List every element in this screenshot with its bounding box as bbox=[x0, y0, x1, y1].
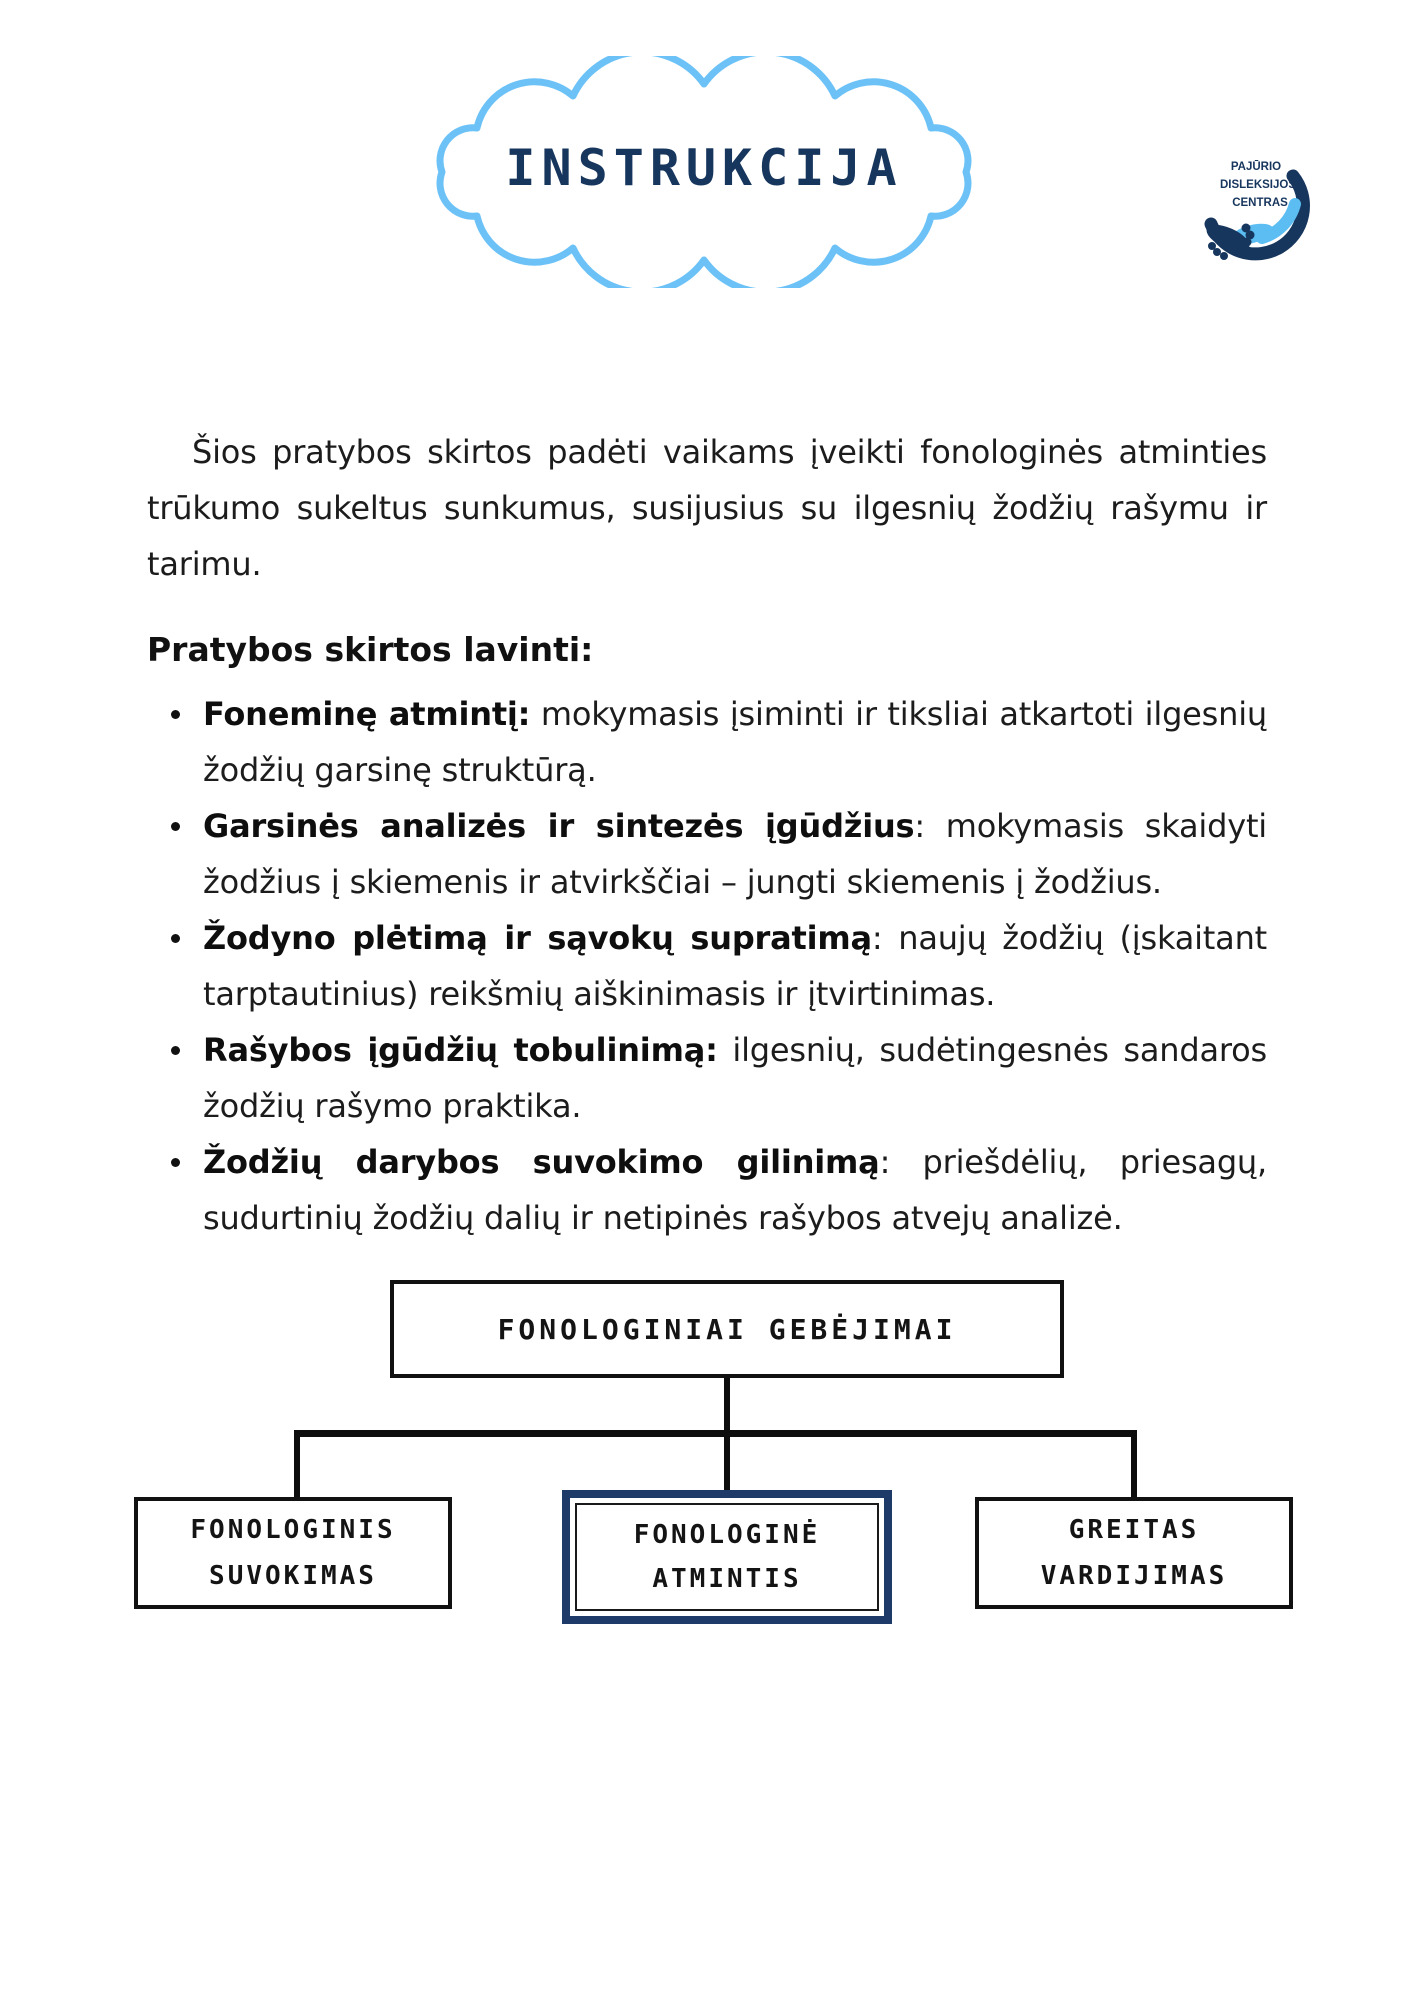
logo-knuckle bbox=[1220, 252, 1228, 260]
connector-line bbox=[1131, 1437, 1137, 1497]
list-item bbox=[147, 910, 1267, 1022]
item-text: : mokymasis skaidyti žodžius į skiemenis ir atvirkščiai – jungti skiemenis į žodžius. bbox=[203, 807, 1267, 901]
bullet-list bbox=[147, 686, 1267, 1246]
item-text: ilgesnių, sudėtingesnės sandaros žodžių rašymo praktika. bbox=[203, 1031, 1267, 1125]
node-label-line: ATMINTIS bbox=[652, 1564, 802, 1594]
node-label-line: FONOLOGINĖ bbox=[633, 1520, 821, 1550]
item-bold-label: Žodyno plėtimą ir sąvokų supratimą bbox=[203, 919, 872, 957]
logo-knuckle bbox=[1213, 248, 1221, 256]
title-cloud bbox=[408, 56, 1000, 288]
flowchart-node-fonologine-atmintis-highlight bbox=[562, 1490, 892, 1624]
node-label-line: GREITAS bbox=[1068, 1515, 1200, 1545]
flowchart-node-fonologine-atmintis bbox=[575, 1503, 879, 1611]
list-item bbox=[147, 1134, 1267, 1246]
shaking-hands-icon bbox=[1186, 124, 1310, 272]
node-label-line: VARDIJIMAS bbox=[1040, 1561, 1228, 1591]
flowchart-node-fonologinis-suvokimas bbox=[134, 1497, 452, 1609]
logo-text-line3: CENTRAS bbox=[1232, 197, 1288, 209]
logo-text-line1: PAJŪRIO bbox=[1230, 161, 1282, 173]
list-item bbox=[147, 798, 1267, 910]
connector-line bbox=[724, 1437, 730, 1490]
page-title: INSTRUKCIJA bbox=[505, 139, 903, 197]
document-body bbox=[147, 424, 1267, 1246]
logo-finger bbox=[1243, 238, 1252, 247]
logo-text-line2: DISLEKSIJOS bbox=[1219, 179, 1297, 191]
item-bold-label: Foneminę atmintį: bbox=[203, 695, 531, 733]
bullet-dot bbox=[171, 822, 180, 831]
list-item bbox=[147, 1022, 1267, 1134]
connector-line bbox=[724, 1378, 730, 1437]
item-bold-label: Garsinės analizės ir sintezės įgūdžius bbox=[203, 807, 915, 845]
center-logo bbox=[1186, 124, 1310, 272]
bullet-dot bbox=[171, 710, 180, 719]
flowchart bbox=[0, 1272, 1414, 1712]
node-label-line: SUVOKIMAS bbox=[209, 1561, 377, 1591]
list-heading: Pratybos skirtos lavinti: bbox=[147, 630, 594, 669]
connector-line bbox=[294, 1437, 300, 1497]
intro-paragraph: Šios pratybos skirtos padėti vaikams įveikti fonologinės atminties trūkumo sukeltus sunkumus, susijusius su ilgesnių žodžių rašymu ir tarimu. bbox=[147, 433, 1267, 583]
bullet-dot bbox=[171, 1046, 180, 1055]
item-bold-label: Rašybos įgūdžių tobulinimą: bbox=[203, 1031, 718, 1069]
bullet-dot bbox=[171, 1158, 180, 1167]
item-bold-label: Žodžių darybos suvokimo gilinimą bbox=[203, 1143, 880, 1181]
item-text: : naujų žodžių (įskaitant tarptautinius) reikšmių aiškinimasis ir įtvirtinimas. bbox=[203, 919, 1267, 1013]
connector-line bbox=[294, 1430, 1137, 1437]
item-text: : priešdėlių, priesagų, sudurtinių žodžių dalių ir netipinės rašybos atvejų analizė. bbox=[203, 1143, 1267, 1237]
flowchart-node-greitas-vardijimas bbox=[975, 1497, 1293, 1609]
bullet-dot bbox=[171, 934, 180, 943]
flowchart-root-node: FONOLOGINIAI GEBĖJIMAI bbox=[390, 1280, 1064, 1378]
item-text: mokymasis įsiminti ir tiksliai atkartoti ilgesnių žodžių garsinę struktūrą. bbox=[203, 695, 1267, 789]
node-label-line: FONOLOGINIS bbox=[190, 1515, 396, 1545]
list-item bbox=[147, 686, 1267, 798]
